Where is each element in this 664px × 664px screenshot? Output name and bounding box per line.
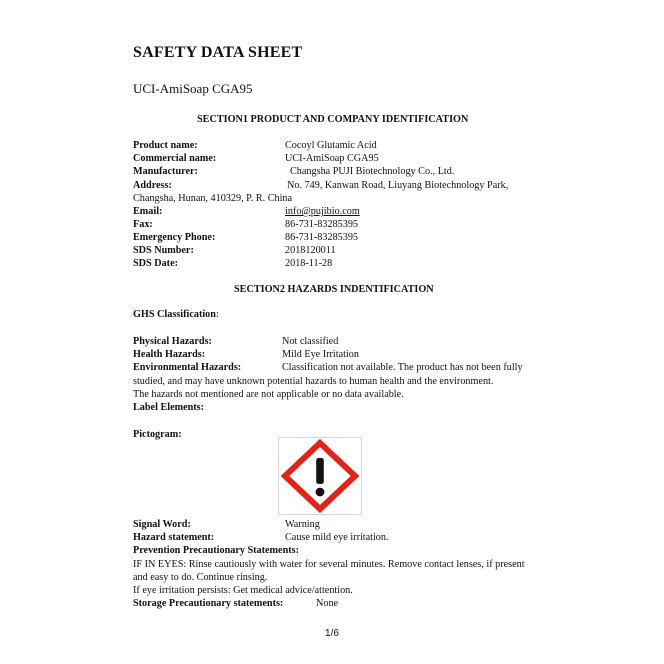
physical-hazards-value: Not classified [282, 336, 339, 347]
address-label: Address: [133, 180, 172, 191]
pictogram-label: Pictogram: [133, 429, 182, 440]
address-value-line2: Changsha, Hunan, 410329, P. R. China [133, 193, 293, 204]
storage-statements-label: Storage Precautionary statements: [133, 598, 284, 609]
sds-date-value: 2018-11-28 [285, 258, 333, 269]
storage-statements-value: None [316, 598, 339, 609]
environmental-hazards-line2: studied, and may have unknown potential hazards to human health and the environment. [133, 376, 494, 387]
prevention-line2: and easy to do. Continue rinsing. [133, 572, 268, 583]
section2-heading: SECTION2 HAZARDS INDENTIFICATION [234, 284, 434, 295]
label-elements-label: Label Elements: [133, 402, 205, 413]
page-number: 1/6 [325, 628, 339, 639]
physical-hazards-label: Physical Hazards: [133, 336, 212, 347]
commercial-name-value: UCI-AmiSoap CGA95 [285, 153, 379, 164]
section1-heading: SECTION1 PRODUCT AND COMPANY IDENTIFICATION [197, 114, 469, 125]
signal-word-value: Warning [285, 519, 320, 530]
environmental-hazards-value: Classification not available. The product has not been fully [282, 362, 523, 373]
ghs-classification-label: GHS Classification: [133, 309, 219, 320]
exclamation-mark-hazard-icon [279, 438, 361, 514]
prevention-line3: If eye irritation persists: Get medical advice/attention. [133, 585, 353, 596]
signal-word-label: Signal Word: [133, 519, 191, 530]
hazard-statement-label: Hazard statement: [133, 532, 215, 543]
health-hazards-label: Health Hazards: [133, 349, 206, 360]
environmental-hazards-label: Environmental Hazards: [133, 362, 242, 373]
prevention-line1: IF IN EYES: Rinse cautiously with water for several minutes. Remove contact lenses, if present [133, 559, 525, 570]
email-label: Email: [133, 206, 163, 217]
prevention-statements-label: Prevention Precautionary Statements: [133, 545, 299, 556]
fax-label: Fax: [133, 219, 153, 230]
email-link[interactable]: info@pujibio.com [285, 206, 360, 217]
emergency-phone-label: Emergency Phone: [133, 232, 216, 243]
sds-date-label: SDS Date: [133, 258, 178, 269]
health-hazards-value: Mild Eye Irritation [282, 349, 359, 360]
hazard-statement-value: Cause mild eye irritation. [285, 532, 389, 543]
product-name-value: Cocoyl Glutamic Acid [285, 140, 377, 151]
address-value-line1: No. 749, Kanwan Road, Liuyang Biotechnology Park, [287, 180, 509, 191]
commercial-name-label: Commercial name: [133, 153, 217, 164]
product-title: UCI-AmiSoap CGA95 [133, 81, 253, 96]
manufacturer-label: Manufacturer: [133, 166, 198, 177]
manufacturer-value: Changsha PUJI Biotechnology Co., Ltd. [290, 166, 455, 177]
document-title: SAFETY DATA SHEET [133, 44, 303, 61]
environmental-hazards-line3: The hazards not mentioned are not applicable or no data available. [133, 389, 404, 400]
product-name-label: Product name: [133, 140, 198, 151]
fax-value: 86-731-83285395 [285, 219, 359, 230]
sds-number-label: SDS Number: [133, 245, 194, 256]
sds-number-value: 2018120011 [285, 245, 336, 256]
emergency-phone-value: 86-731-83285395 [285, 232, 359, 243]
pictogram-frame [278, 437, 362, 515]
